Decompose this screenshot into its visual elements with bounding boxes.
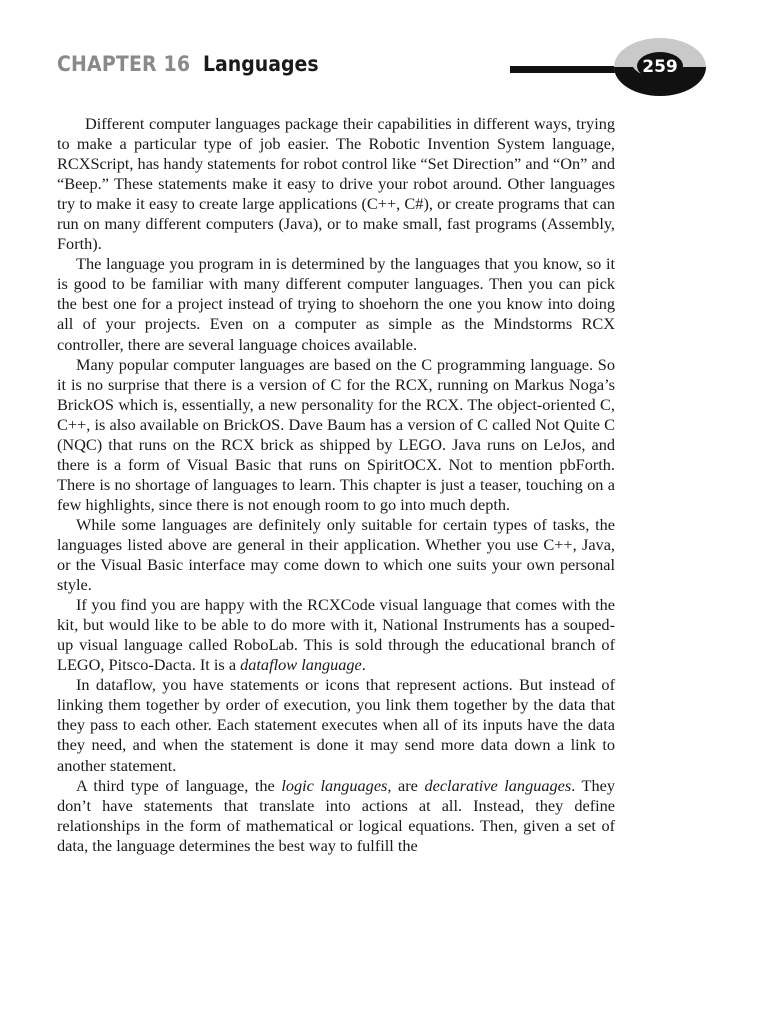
text-run: In dataflow, you have statements or icons that represent actions. But instead of linking them together by order of execution, you link them together by the data that they pass to each other. Each statement executes when all of its inputs have the data they need, and when the statement is done it may send more data down a link to another statement. xyxy=(57,675,615,775)
paragraph xyxy=(57,776,615,856)
body-text xyxy=(57,114,615,856)
paragraph xyxy=(57,254,615,354)
paragraph xyxy=(57,355,615,515)
text-run: are xyxy=(391,775,425,795)
chapter-title: Languages xyxy=(203,52,319,76)
text-run: . They don’t have statements that translate into actions at all. Instead, they define relationships in the form of mathematical or logical equations. Then, given a set of data, the language determines the best way to fulfill the xyxy=(57,775,615,855)
italic-term: dataflow language xyxy=(240,655,362,675)
text-run: If you find you are happy with the RCXCode visual language that comes with the kit, but would like to be able to do more with it, National Instruments has a souped-up visual language called RoboLab. This is sold through the educational branch of LEGO, Pitsco-Dacta. It is a xyxy=(57,595,615,675)
paragraph xyxy=(57,595,615,675)
text-run: . xyxy=(361,655,366,675)
italic-term: logic languages, xyxy=(281,775,392,795)
chapter-label: CHAPTER 16 xyxy=(57,52,191,76)
text-run: While some languages are definitely only suitable for certain types of tasks, the languages listed above are general in their application. Whether you use C++, Java, or the Visual Basic interface may come down to which one suits your own personal style. xyxy=(57,514,615,595)
text-run: Different computer languages package their capabilities in different ways, trying to make a particular type of job easier. The Robotic Invention System language, RCXScript, has handy statements for robot control like “Set Direction” and “On” and “Beep.” These statements make it easy to drive your robot around. Other languages try to make it easy to create large applications (C++, C#), or create programs that can run on many different computers (Java), or to make small, fast programs (Assembly, Forth). xyxy=(57,114,615,254)
paragraph xyxy=(57,114,615,254)
text-run: The language you program in is determined by the languages that you know, so it is good to be familiar with many different computer languages. Then you can pick the best one for a project instead of trying to shoehorn the one you know into doing all of your projects. Even on a computer as simple as the Mindstorms RCX controller, there are several language choices available. xyxy=(57,254,615,354)
page-number: 259 xyxy=(642,57,678,77)
italic-term: declarative languages xyxy=(424,775,572,795)
page-header xyxy=(0,0,762,110)
text-run: A third type of language, the xyxy=(76,775,282,795)
paragraph xyxy=(57,515,615,595)
text-run: Many popular computer languages are based on the C programming language. So it is no surprise that there is a version of C for the RCX, running on Markus Noga’s BrickOS which is, essentially, a new personality for the RCX. The object-oriented C, C++, is also available on BrickOS. Dave Baum has a version of C called Not Quite C (NQC) that runs on the RCX brick as shipped by LEGO. Java runs on LeJos, and there is a form of Visual Basic that runs on SpiritOCX. Not to mention pbForth. There is no shortage of languages to learn. This chapter is just a teaser, touching on a few highlights, since there is not enough room to go into much depth. xyxy=(57,354,615,514)
paragraph xyxy=(57,675,615,775)
header-rule xyxy=(510,66,630,73)
